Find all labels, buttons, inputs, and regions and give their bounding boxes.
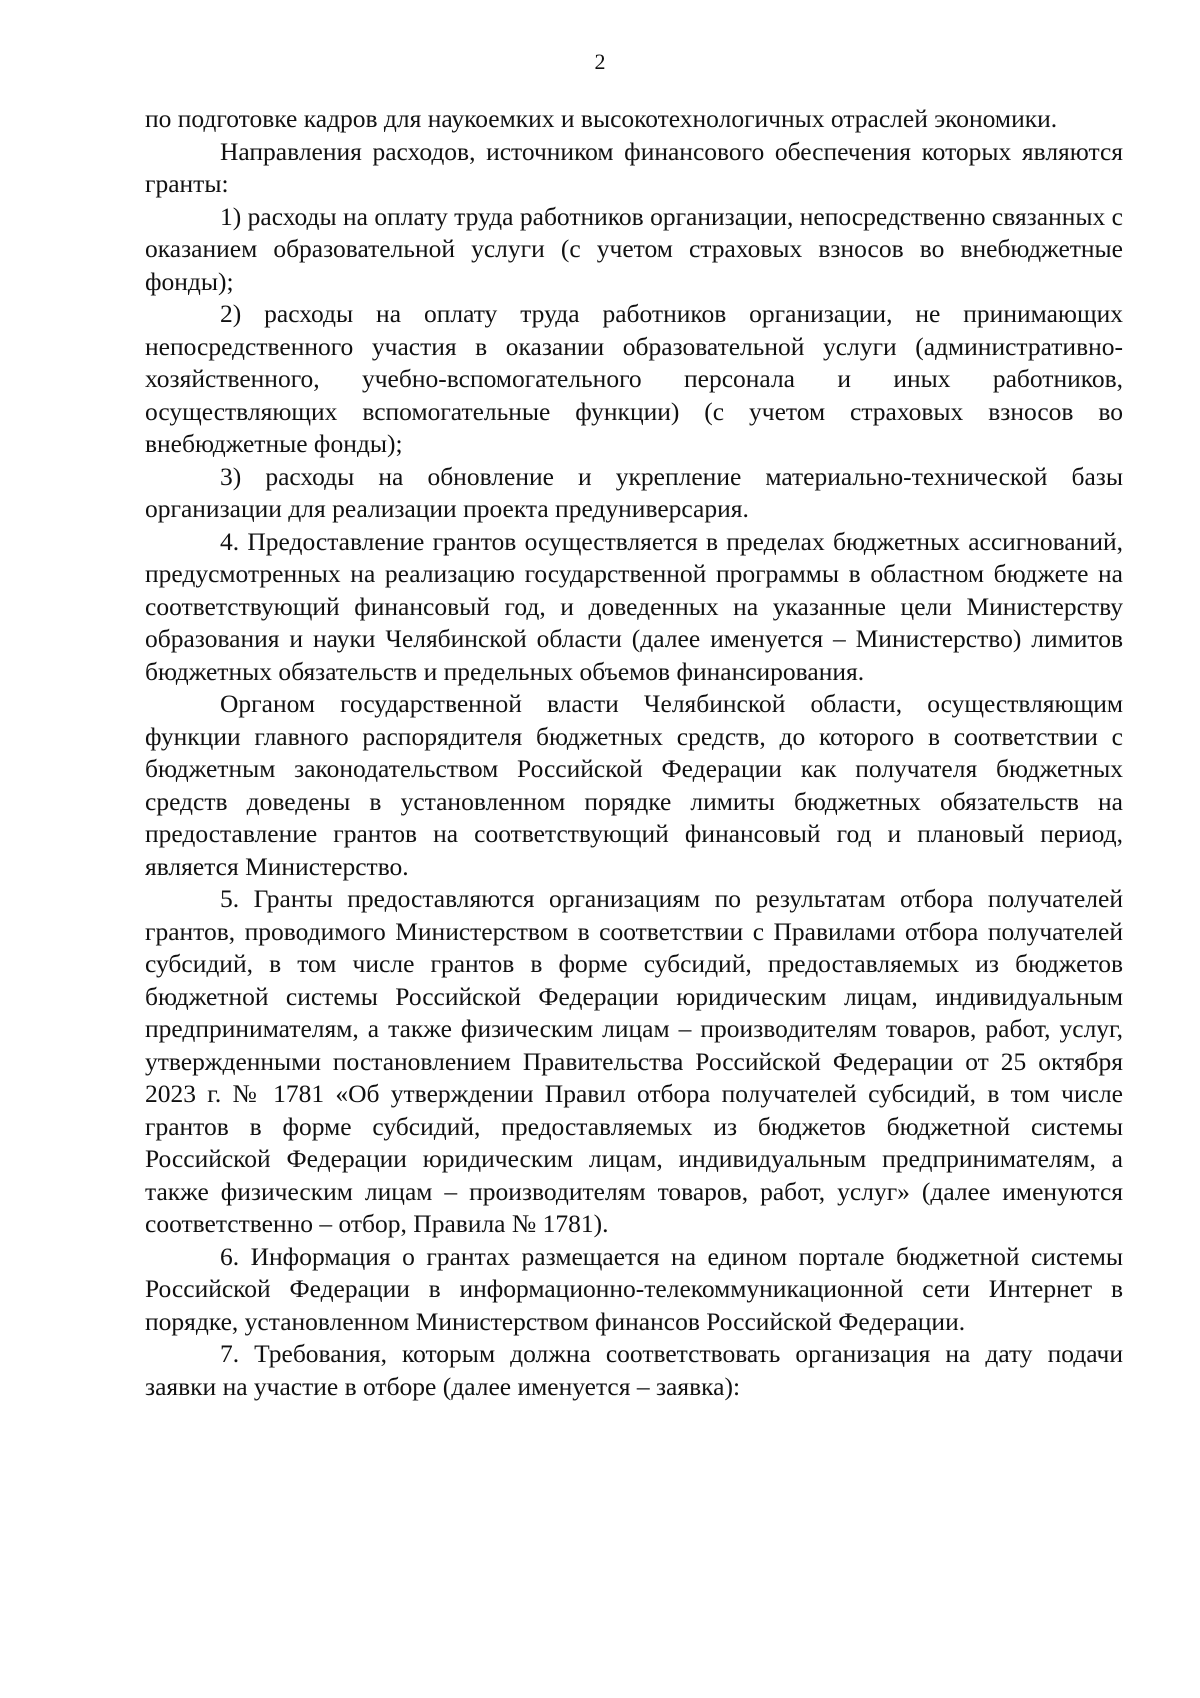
paragraph-clause-7: 7. Требования, которым должна соответствовать организация на дату подачи заявки на участие в отборе (далее именуется – заявка): bbox=[145, 1339, 1123, 1401]
paragraph-clause-5: 5. Гранты предоставляются организациям по результатам отбора получателей грантов, проводимого Министерством в соответствии с Правилами отбора получателей субсидий, в том числе грантов в форме субсидий, предоставляемых из бюджетов бюджетной системы Российской Федерации юридическим лицам, индивидуальным предпринимателям, а также физическим лицам – производителям товаров, работ, услуг, утвержденными постановлением Правительства Российской Федерации от 25 октября 2023 г. № 1781 «Об утверждении Правил отбора получателей субсидий, в том числе грантов в форме субсидий, предоставляемых из бюджетов бюджетной системы Российской Федерации юридическим лицам, индивидуальным предпринимателям, а также физическим лицам – производителям товаров, работ, услуг» (далее именуются соответственно – отбор, Правила № 1781). bbox=[145, 884, 1123, 1238]
paragraph-continuation: по подготовке кадров для наукоемких и высокотехнологичных отраслей экономики. bbox=[145, 104, 1058, 133]
paragraph-expense-item-2: 2) расходы на оплату труда работников организации, не принимающих непосредственного участия в оказании образовательной услуги (административно-хозяйственного, учебно-вспомогательного персонала и иных работников, осуществляющих вспомогательные функции) (с учетом страховых взносов во внебюджетные фонды); bbox=[145, 299, 1123, 458]
paragraph-expense-item-1: 1) расходы на оплату труда работников организации, непосредственно связанных с оказанием образовательной услуги (с учетом страховых взносов во внебюджетные фонды); bbox=[145, 201, 1123, 296]
paragraph-clause-4: 4. Предоставление грантов осуществляется в пределах бюджетных ассигнований, предусмотренных на реализацию государственной программы в областном бюджете на соответствующий финансовый год, и доведенных на указанные цели Министерству образования и науки Челябинской области (далее именуется – Министерство) лимитов бюджетных обязательств и предельных объемов финансирования. bbox=[145, 526, 1123, 686]
paragraph-expense-item-3: 3) расходы на обновление и укрепление материально-технической базы организации для реализации проекта предуниверсария. bbox=[145, 461, 1123, 523]
paragraph-clause-6: 6. Информация о грантах размещается на едином портале бюджетной системы Российской Федерации в информационно-телекоммуникационной сети Интернет в порядке, установленном Министерством финансов Российской Федерации. bbox=[145, 1241, 1123, 1336]
paragraph-expense-directions: Направления расходов, источником финансового обеспечения которых являются гранты: bbox=[145, 136, 1123, 198]
page-number: 2 bbox=[594, 49, 606, 74]
paragraph-clause-4-authority: Органом государственной власти Челябинской области, осуществляющим функции главного распорядителя бюджетных средств, до которого в соответствии с бюджетным законодательством Российской Федерации как получателя бюджетных средств доведены в установленном порядке лимиты бюджетных обязательств на предоставление грантов на соответствующий финансовый год и плановый период, является Министерство. bbox=[145, 689, 1123, 881]
document-body bbox=[145, 103, 1123, 1403]
